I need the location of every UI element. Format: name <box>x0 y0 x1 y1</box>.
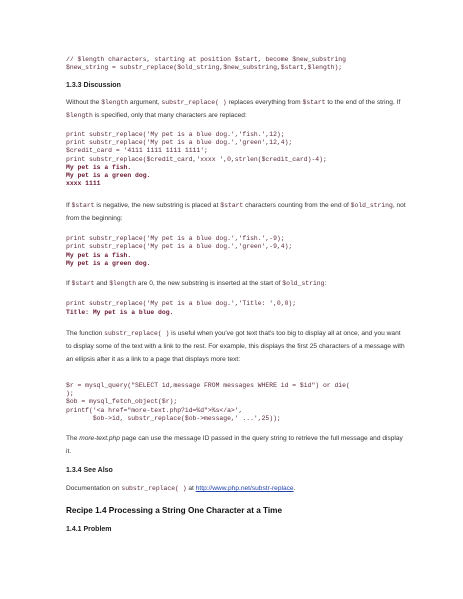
paragraph-negative-start: If $start is negative, the new substring is placed at $start characters counting from the end of $old_string, not from the beginning: <box>66 202 406 222</box>
paragraph-more-text-page: The more-text.php page can use the message ID passed in the query string to retrieve the full message and display it. <box>66 435 403 455</box>
output-block-negative-start: My pet is a fish. My pet is a green dog. <box>66 252 151 268</box>
section-heading-problem: 1.4.1 Problem <box>66 526 112 533</box>
php-docs-link[interactable]: http://www.php.net/substr-replace <box>195 485 294 492</box>
code-block-negative-start: print substr_replace('My pet is a blue dog.','fish.',-9); print substr_replace('My pet is a blue dog.','green',-9,4); <box>66 235 293 251</box>
code-block-mysql-truncate: $r = mysql_query("SELECT id,message FROM messages WHERE id = $id") or die( ); $ob = mysql_fetch_object($r); printf('<a href="more-text.php?id=%d">%s</a>', $ob->id, substr_replace($ob->message,' ...',25)); <box>66 382 350 422</box>
output-block-replace-examples: My pet is a fish. My pet is a green dog. xxxx 1111 <box>66 164 151 188</box>
section-heading-see-also: 1.3.4 See Also <box>66 467 113 474</box>
code-block-substr-replace-intro: // $length characters, starting at position $start, become $new_substring $new_string = substr_replace($old_string,$new_substring,$start,$length); <box>66 56 346 72</box>
output-block-insert-title: Title: My pet is a blue dog. <box>66 309 174 316</box>
paragraph-truncate-link: The function substr_replace( ) is useful when you've got text that's too big to display all at once, and you want to display some of the text with a link to the rest. For example, this displays the first 25 characters of a message with an ellipsis after it as a link to a page that displays more text: <box>66 330 405 363</box>
paragraph-zero-start-length: If $start and $length are 0, the new substring is inserted at the start of $old_string: <box>66 280 327 287</box>
code-block-insert-title: print substr_replace('My pet is a blue dog.','Title: ',0,0); <box>66 300 297 307</box>
code-block-replace-examples: print substr_replace('My pet is a blue dog.','fish.',12); print substr_replace('My pet is a blue dog.','green',12,4); $credit_card = '4111 1111 1111 1111'; print substr_replace($credit_card,'xxxx ',0,strlen($credit_card)-4); <box>66 131 327 163</box>
paragraph-documentation: Documentation on substr_replace( ) at http://www.php.net/substr-replace. <box>66 485 296 492</box>
recipe-heading: Recipe 1.4 Processing a String One Character at a Time <box>66 506 282 515</box>
section-heading-discussion: 1.3.3 Discussion <box>66 82 121 89</box>
paragraph-length-argument: Without the $length argument, substr_replace( ) replaces everything from $start to the end of the string. If $length is specified, only that many characters are replaced: <box>66 99 401 119</box>
